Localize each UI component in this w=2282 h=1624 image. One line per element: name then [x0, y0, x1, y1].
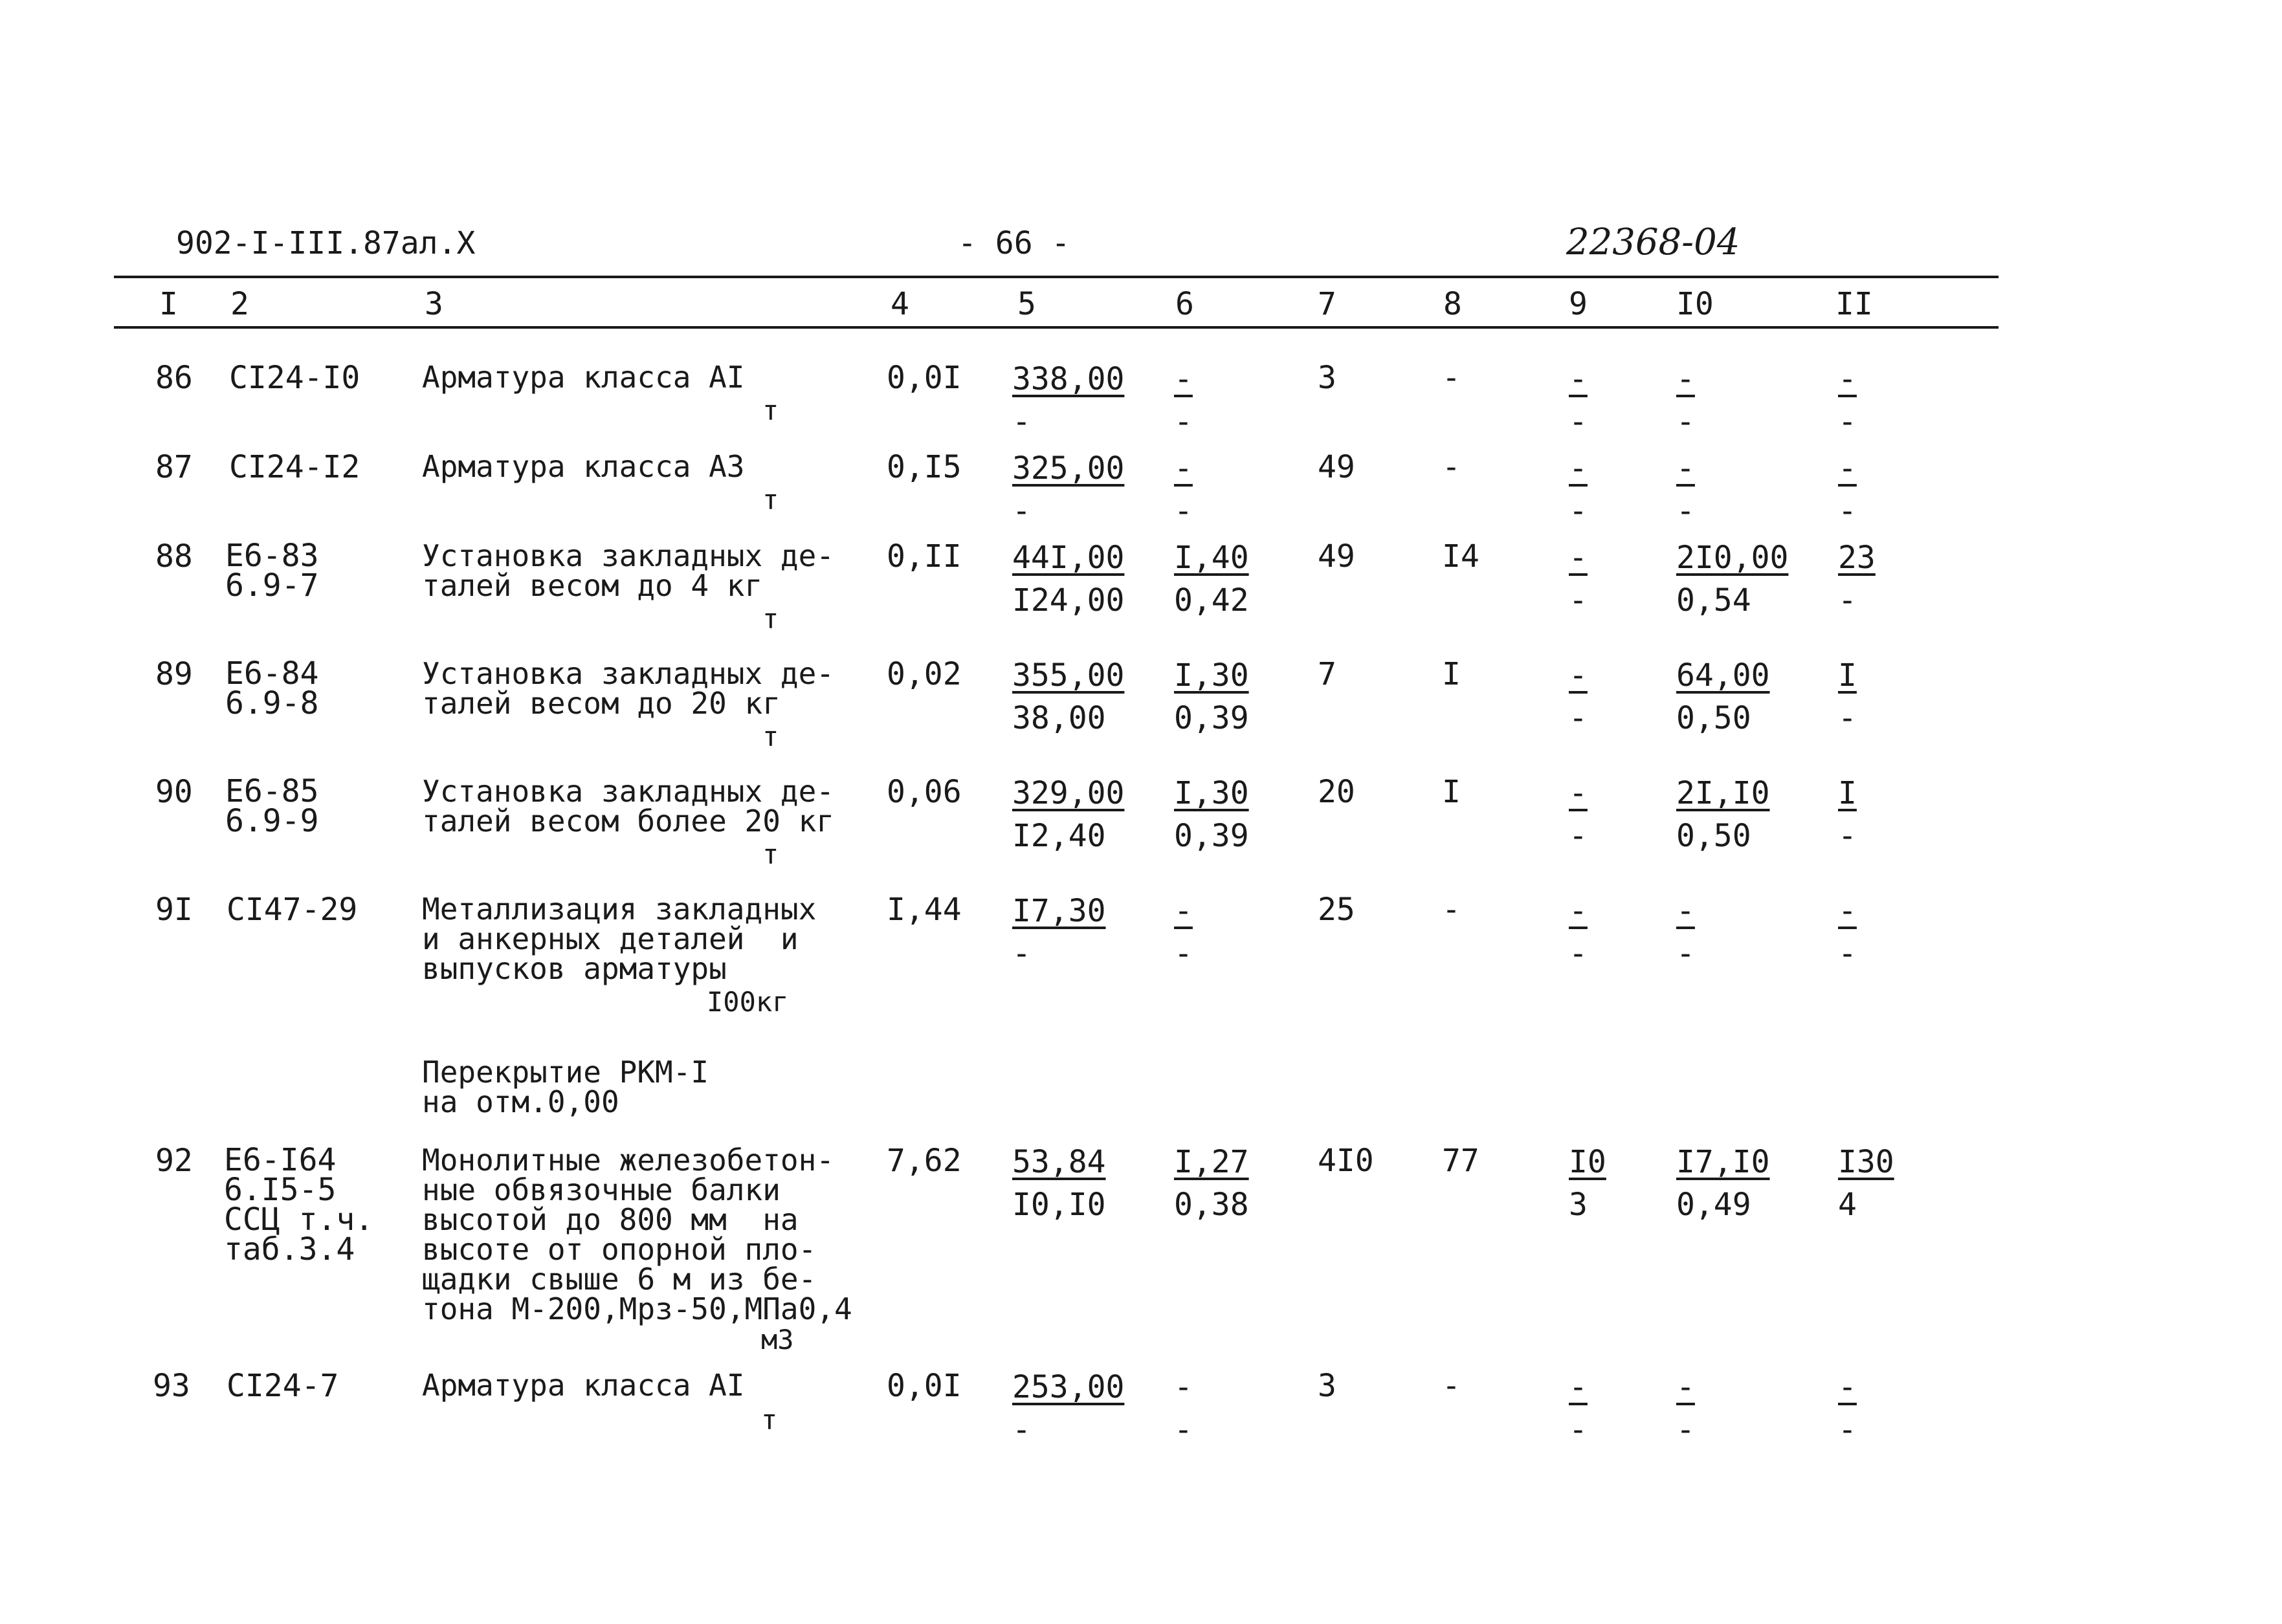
- cell-col8: -: [1442, 892, 1461, 928]
- cell-col6: - -: [1174, 893, 1193, 972]
- cell-col11: - -: [1838, 450, 1857, 529]
- row-number: 9I: [155, 892, 193, 928]
- row-code: E6-84 6.9-8: [225, 655, 319, 721]
- row-quantity: 0,06: [887, 774, 962, 810]
- cell-col9: - -: [1569, 450, 1588, 529]
- row-number: 89: [155, 656, 193, 692]
- row-number: 90: [155, 774, 193, 810]
- cell-col8: -: [1442, 449, 1461, 485]
- cell-col5: 253,00 -: [1012, 1369, 1125, 1448]
- row-number: 93: [153, 1368, 190, 1404]
- cell-col10: $\frac{2I,I0}{0,50}$: [1676, 775, 1770, 854]
- cell-col5: $\frac{44I,00}{I24,00}$: [1012, 540, 1125, 619]
- row-unit: т: [762, 839, 779, 870]
- row-quantity: 0,0I: [887, 1368, 962, 1404]
- col-header-9: 9: [1569, 286, 1588, 322]
- cell-col7: 49: [1318, 538, 1355, 575]
- cell-col5: 338,00 -: [1012, 361, 1125, 440]
- cell-col9: - -: [1569, 1369, 1588, 1448]
- cell-col7: 4I0: [1318, 1143, 1374, 1179]
- row-quantity: 0,I5: [887, 449, 962, 485]
- row-number: 87: [155, 449, 193, 485]
- cell-col8: I: [1442, 656, 1461, 692]
- cell-col9: - -: [1569, 361, 1588, 440]
- cell-col11: I -: [1838, 775, 1857, 854]
- row-code: E6-83 6.9-7: [225, 538, 319, 604]
- cell-col10: $\frac{64,00}{0,50}$: [1676, 657, 1770, 736]
- row-description: Установка закладных де- талей весом более 20 кг: [422, 774, 834, 839]
- row-number: 88: [155, 538, 193, 575]
- cell-col9: - -: [1569, 775, 1588, 854]
- row-unit: I00кг: [707, 986, 789, 1018]
- cell-col7: 3: [1318, 1368, 1336, 1404]
- cell-col9: - -: [1569, 540, 1588, 619]
- row-code: CI24-I2: [229, 449, 360, 485]
- cell-col5: $\frac{329,00}{I2,40}$: [1012, 775, 1125, 854]
- cell-col7: 7: [1318, 656, 1336, 692]
- row-quantity: 7,62: [887, 1143, 962, 1179]
- cell-col9: - -: [1569, 657, 1588, 736]
- col-header-7: 7: [1318, 286, 1336, 322]
- cell-col10: - -: [1676, 893, 1695, 972]
- col-header-1: I: [159, 286, 178, 322]
- row-unit: т: [762, 395, 779, 426]
- row-code: CI24-7: [227, 1368, 339, 1404]
- cell-col6: $\frac{I,30}{0,39}$: [1174, 775, 1249, 854]
- col-header-8: 8: [1443, 286, 1462, 322]
- row-description: Установка закладных де- талей весом до 20 кг: [422, 656, 834, 721]
- cell-col8: I: [1442, 774, 1461, 810]
- cell-col10: $\frac{I7,I0}{0,49}$: [1676, 1144, 1770, 1223]
- row-code: E6-I64 6.I5-5 ССЦ т.ч. таб.3.4: [224, 1142, 374, 1267]
- row-unit: т: [762, 484, 779, 516]
- row-description: Арматура класса AI: [422, 1368, 745, 1403]
- cell-col7: 20: [1318, 774, 1355, 810]
- cell-col11: - -: [1838, 361, 1857, 440]
- row-description: Арматура класса AI: [422, 360, 745, 395]
- row-description: Арматура класса A3: [422, 449, 745, 484]
- row-code: CI47-29: [227, 892, 358, 928]
- header-rule-bottom: [114, 326, 1999, 329]
- col-header-5: 5: [1017, 286, 1036, 322]
- row-description: Установка закладных де- талей весом до 4 кг: [422, 538, 834, 603]
- cell-col11: - -: [1838, 1369, 1857, 1448]
- cell-col6: - -: [1174, 1369, 1193, 1448]
- cell-col10: - -: [1676, 1369, 1695, 1448]
- cell-col6: $\frac{I,27}{0,38}$: [1174, 1144, 1249, 1223]
- cell-col6: $\frac{I,30}{0,39}$: [1174, 657, 1249, 736]
- cell-col5: $\frac{355,00}{38,00}$: [1012, 657, 1125, 736]
- cell-col10: - -: [1676, 361, 1695, 440]
- cell-col11: $\frac{I30}{4}$: [1838, 1144, 1894, 1223]
- cell-col11: - -: [1838, 893, 1857, 972]
- doc-code: 902-I-III.87ал.X: [176, 225, 476, 261]
- section-heading: Перекрытие РКМ-I на отм.0,00: [422, 1055, 709, 1119]
- cell-col6: - -: [1174, 450, 1193, 529]
- col-header-3: 3: [425, 286, 443, 322]
- row-quantity: I,44: [887, 892, 962, 928]
- row-description: Металлизация закладных и анкерных деталей и выпусков арматуры: [422, 892, 817, 986]
- row-quantity: 0,II: [887, 538, 962, 575]
- row-unit: м3: [761, 1324, 794, 1355]
- header-rule-top: [114, 276, 1999, 278]
- cell-col8: -: [1442, 360, 1461, 396]
- page-number: - 66 -: [958, 225, 1070, 261]
- col-header-4: 4: [891, 286, 909, 322]
- row-quantity: 0,0I: [887, 360, 962, 396]
- row-description: Монолитные железобетон- ные обвязочные балки высотой до 800 мм на высоте от опорной пло- щадки свыше 6 м из бе- тона М-200,Мрз-50,МПа0,4: [422, 1143, 852, 1326]
- cell-col11: 23 -: [1838, 540, 1876, 619]
- cell-col8: I4: [1442, 538, 1479, 575]
- cell-col7: 3: [1318, 360, 1336, 396]
- cell-col6: - -: [1174, 361, 1193, 440]
- row-unit: т: [762, 603, 779, 635]
- col-header-10: I0: [1676, 286, 1714, 322]
- row-quantity: 0,02: [887, 656, 962, 692]
- cell-col8: 77: [1442, 1143, 1479, 1179]
- cell-col10: - -: [1676, 450, 1695, 529]
- row-code: E6-85 6.9-9: [225, 773, 319, 839]
- cell-col9: $\frac{I0}{3}$: [1569, 1144, 1606, 1223]
- cell-col5: $\frac{53,84}{I0,I0}$: [1012, 1144, 1106, 1223]
- doc-reference: 22368-04: [1566, 221, 1740, 263]
- col-header-6: 6: [1175, 286, 1194, 322]
- cell-col7: 49: [1318, 449, 1355, 485]
- cell-col10: $\frac{2I0,00}{0,54}$: [1676, 540, 1789, 619]
- cell-col11: I -: [1838, 657, 1857, 736]
- col-header-11: II: [1835, 286, 1873, 322]
- cell-col6: $\frac{I,40}{0,42}$: [1174, 540, 1249, 619]
- row-number: 92: [155, 1143, 193, 1179]
- row-unit: т: [762, 721, 779, 752]
- row-code: CI24-I0: [229, 360, 360, 396]
- cell-col8: -: [1442, 1368, 1461, 1404]
- cell-col5: 325,00 -: [1012, 450, 1125, 529]
- cell-col5: I7,30 -: [1012, 893, 1106, 972]
- row-number: 86: [155, 360, 193, 396]
- col-header-2: 2: [230, 286, 249, 322]
- cell-col7: 25: [1318, 892, 1355, 928]
- row-unit: т: [761, 1404, 778, 1436]
- cell-col9: - -: [1569, 893, 1588, 972]
